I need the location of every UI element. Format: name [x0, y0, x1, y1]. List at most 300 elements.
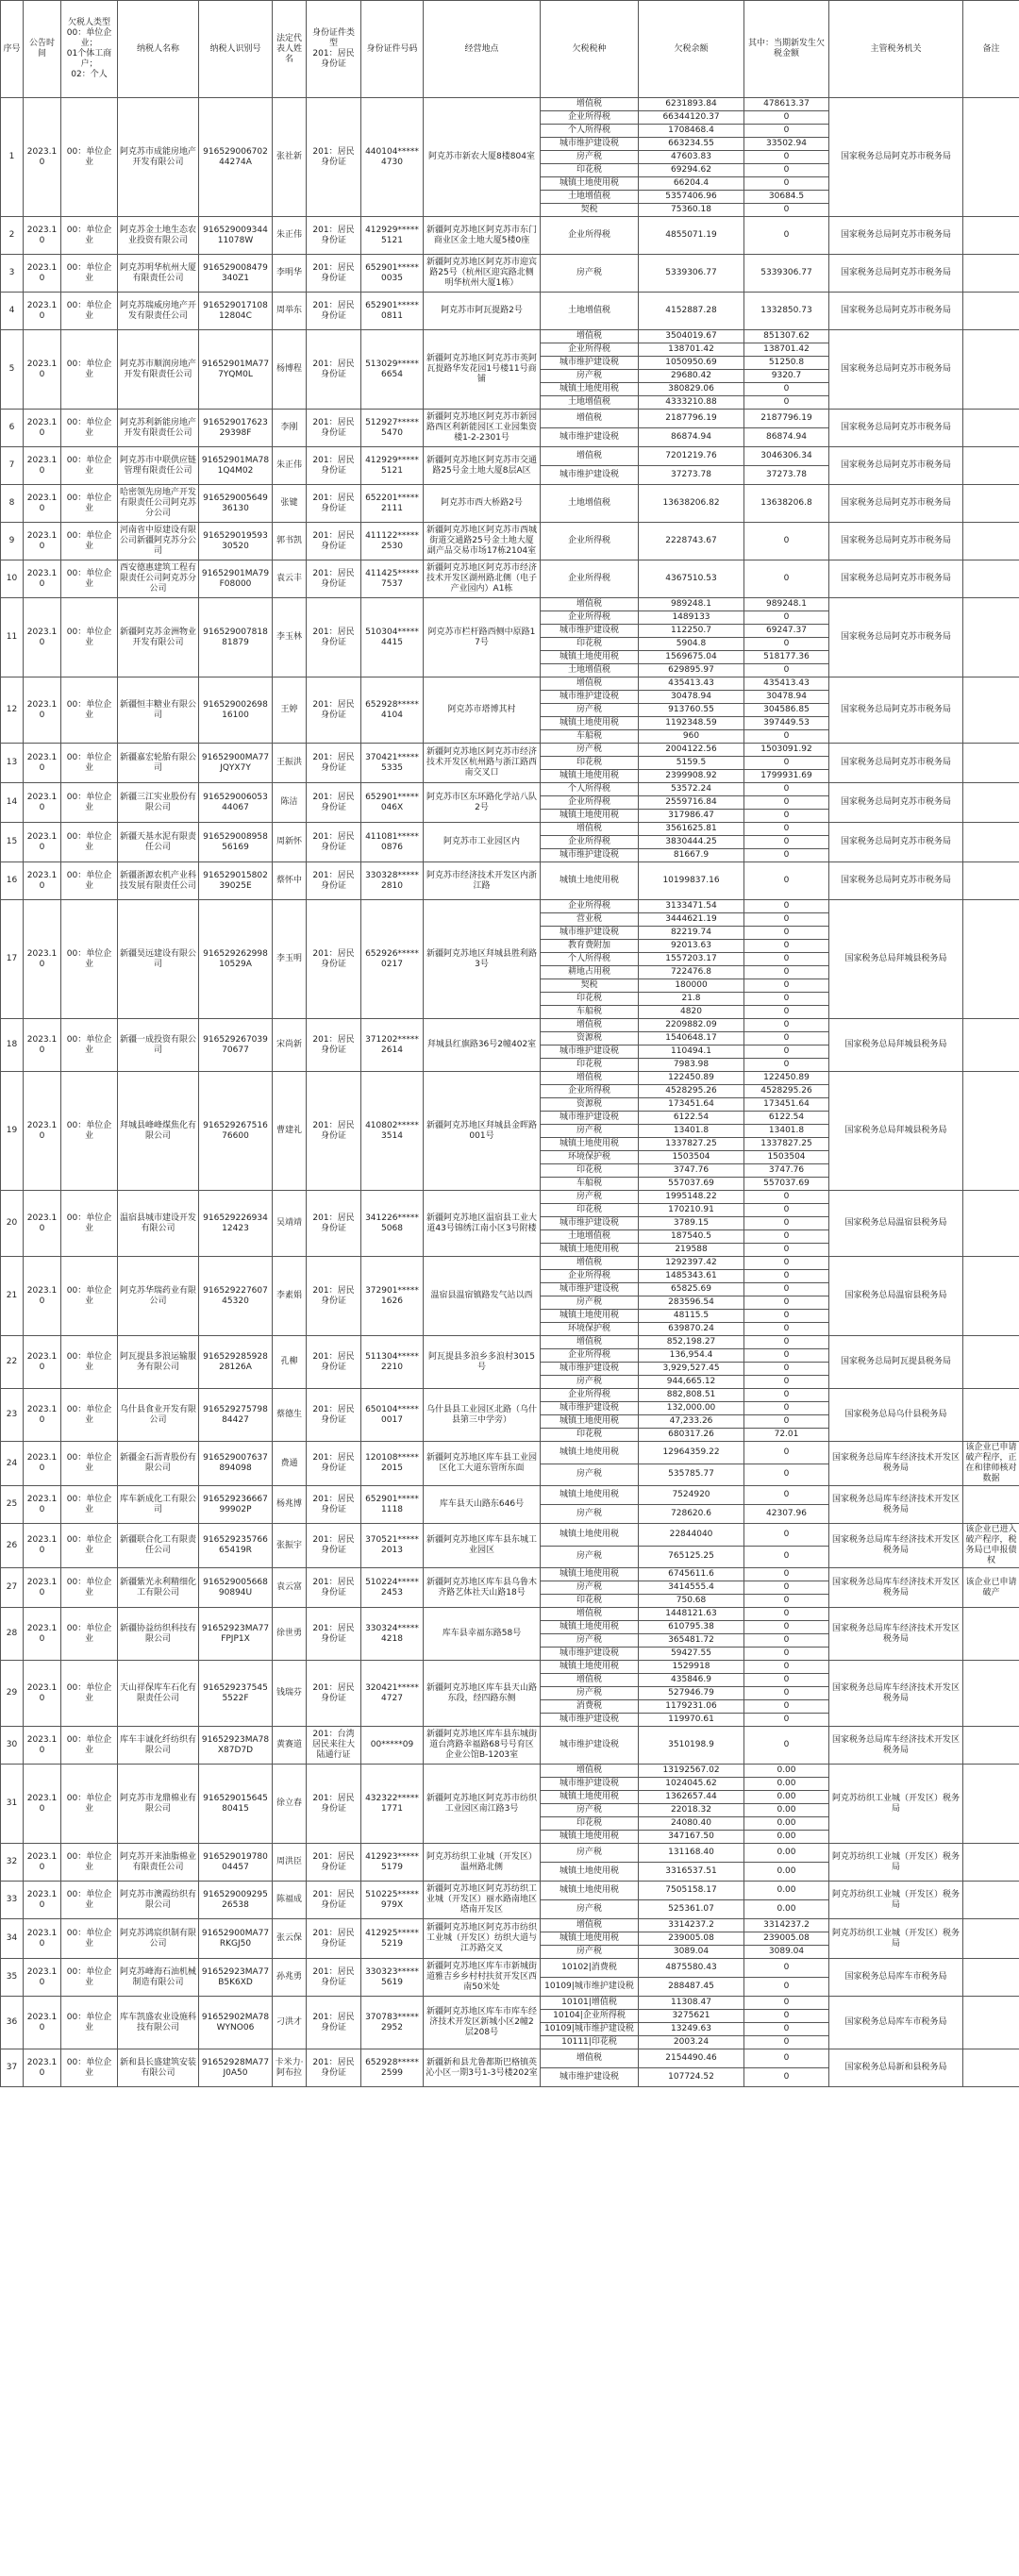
- tax-type: 城镇土地使用税: [541, 1932, 639, 1946]
- id-number: 411425*****7537: [361, 560, 424, 598]
- new-arrears-amount: 0: [744, 217, 829, 255]
- record-note: [963, 1072, 1019, 1191]
- record-note: [963, 1019, 1019, 1072]
- record-note: [963, 1257, 1019, 1336]
- business-address: 阿瓦提县多浪乡多浪村3015号: [424, 1336, 541, 1389]
- tax-office: 国家税务总局拜城县税务局: [829, 1072, 963, 1191]
- arrears-amount: 535785.77: [639, 1464, 744, 1486]
- arrears-amount: 22018.32: [639, 1804, 744, 1817]
- arrears-amount: 2559716.84: [639, 796, 744, 810]
- record-index: 36: [1, 1997, 24, 2049]
- record-index: 4: [1, 293, 24, 330]
- arrears-amount: 69294.62: [639, 164, 744, 177]
- tax-type: 增值税: [541, 410, 639, 428]
- legal-rep-name: 张键: [273, 485, 307, 523]
- tax-type: 城市维护建设税: [541, 1363, 639, 1376]
- arrears-amount: 10199837.16: [639, 862, 744, 900]
- id-number: 440104*****4730: [361, 98, 424, 217]
- table-row: [1, 1019, 1019, 1032]
- record-index: 30: [1, 1727, 24, 1765]
- taxpayer-name: 哈密领先房地产开发有限责任公司阿克苏分公司: [118, 485, 199, 523]
- arrears-amount: 3561625.81: [639, 823, 744, 836]
- taxpayer-type: 00：单位企业: [61, 744, 118, 783]
- arrears-amount: 86874.94: [639, 428, 744, 447]
- table-row: [1, 1727, 1019, 1765]
- arrears-amount: 29680.42: [639, 370, 744, 383]
- taxpayer-name: 阿瓦提县多浪运输服务有限公司: [118, 1336, 199, 1389]
- id-number: 330323*****5619: [361, 1959, 424, 1997]
- new-arrears-amount: 0: [744, 1376, 829, 1389]
- tax-type: 城市维护建设税: [541, 691, 639, 704]
- new-arrears-amount: 0: [744, 1648, 829, 1661]
- arrears-amount: 2187796.19: [639, 410, 744, 428]
- legal-rep-name: 郭书凯: [273, 523, 307, 560]
- taxpayer-name: 新疆阿克苏金洲物业开发有限公司: [118, 598, 199, 677]
- tax-type: 企业所得税: [541, 1270, 639, 1283]
- arrears-amount: 12964359.22: [639, 1442, 744, 1464]
- tax-office: 国家税务总局库车经济技术开发区税务局: [829, 1442, 963, 1486]
- arrears-amount: 66344120.37: [639, 111, 744, 125]
- arrears-amount: 527946.79: [639, 1687, 744, 1700]
- tax-office: 国家税务总局库车经济技术开发区税务局: [829, 1568, 963, 1608]
- new-arrears-amount: 0: [744, 979, 829, 993]
- arrears-amount: 5904.8: [639, 638, 744, 651]
- taxpayer-type: 00：单位企业: [61, 293, 118, 330]
- record-note: [963, 217, 1019, 255]
- tax-office: 国家税务总局库车经济技术开发区税务局: [829, 1661, 963, 1727]
- new-arrears-amount: 0: [744, 1959, 829, 1978]
- taxpayer-name: 阿克苏瑞威房地产开发有限责任公司: [118, 293, 199, 330]
- business-address: 新疆阿克苏地区阿克苏市经济技术开发区湖州路北侧（电子产业园内）A1栋: [424, 560, 541, 598]
- record-note: [963, 823, 1019, 862]
- taxpayer-tin: 9165292375455522F: [199, 1661, 273, 1727]
- id-number: 512927*****5470: [361, 410, 424, 447]
- arrears-amount: 1050950.69: [639, 357, 744, 370]
- tax-office: 国家税务总局阿克苏市税务局: [829, 447, 963, 485]
- record-note: [963, 598, 1019, 677]
- taxpayer-name: 新疆恒丰糖业有限公司: [118, 677, 199, 744]
- id-type: 201：居民身份证: [307, 1661, 361, 1727]
- new-arrears-amount: 0: [744, 1059, 829, 1072]
- business-address: 温宿县温宿镇路发气站以西: [424, 1257, 541, 1336]
- id-type: 201：居民身份证: [307, 823, 361, 862]
- tax-type: 城镇土地使用税: [541, 1661, 639, 1674]
- tax-type: 土地增值税: [541, 191, 639, 204]
- record-date: 2023.10: [24, 823, 61, 862]
- legal-rep-name: 袁云富: [273, 1568, 307, 1608]
- arrears-amount: 107724.52: [639, 2068, 744, 2087]
- tax-type: 土地增值税: [541, 485, 639, 523]
- id-type: 201：居民身份证: [307, 447, 361, 485]
- tax-type: 城市维护建设税: [541, 1714, 639, 1727]
- new-arrears-amount: 0: [744, 164, 829, 177]
- arrears-amount: 48115.5: [639, 1310, 744, 1323]
- new-arrears-amount: 0: [744, 1019, 829, 1032]
- table-row: [1, 523, 1019, 560]
- new-arrears-amount: 0: [744, 1442, 829, 1464]
- arrears-amount: 4820: [639, 1006, 744, 1019]
- id-number: 412925*****5219: [361, 1919, 424, 1959]
- id-number: 372901*****1626: [361, 1257, 424, 1336]
- business-address: 新疆阿克苏地区阿克苏纺织工业城（开发区）丽水路南地区塔南开发区: [424, 1882, 541, 1919]
- new-arrears-amount: 1337827.25: [744, 1138, 829, 1151]
- new-arrears-amount: 0: [744, 1595, 829, 1608]
- taxpayer-tin: 91652901MA79F08000: [199, 560, 273, 598]
- new-arrears-amount: 0: [744, 383, 829, 396]
- taxpayer-name: 新疆嘉宏轮胎有限公司: [118, 744, 199, 783]
- id-type: 201：居民身份证: [307, 255, 361, 293]
- tax-type: 城镇土地使用税: [541, 1442, 639, 1464]
- table-row: [1, 217, 1019, 255]
- business-address: 乌什县县工业园区北路（乌什县第三中学旁）: [424, 1389, 541, 1442]
- legal-rep-name: 朱正伟: [273, 217, 307, 255]
- arrears-amount: 2004122.56: [639, 744, 744, 757]
- new-arrears-amount: 0: [744, 1191, 829, 1204]
- tax-office: 国家税务总局阿克苏市税务局: [829, 330, 963, 410]
- record-index: 2: [1, 217, 24, 255]
- taxpayer-name: 阿克苏利新能房地产开发有限责任公司: [118, 410, 199, 447]
- taxpayer-tin: 91652926299810529A: [199, 900, 273, 1019]
- taxpayer-name: 新疆浙源农机产业科技发展有限责任公司: [118, 862, 199, 900]
- tax-office: 阿克苏纺织工业城（开发区）税务局: [829, 1765, 963, 1844]
- record-note: [963, 744, 1019, 783]
- table-row: [1, 485, 1019, 523]
- tax-type: 个人所得税: [541, 953, 639, 966]
- tax-type: 企业所得税: [541, 1389, 639, 1402]
- tax-office: 国家税务总局阿克苏市税务局: [829, 485, 963, 523]
- taxpayer-tin: 91652900934411078W: [199, 217, 273, 255]
- id-type: 201：居民身份证: [307, 1442, 361, 1486]
- id-type: 201：居民身份证: [307, 1336, 361, 1389]
- record-note: [963, 1191, 1019, 1257]
- tax-type: 土地增值税: [541, 1230, 639, 1244]
- tax-type: 车船税: [541, 730, 639, 744]
- tax-type: 环境保护税: [541, 1323, 639, 1336]
- new-arrears-amount: 0: [744, 1486, 829, 1505]
- table-row: [1, 744, 1019, 757]
- legal-rep-name: 杨兆博: [273, 1486, 307, 1524]
- arrears-amount: 5159.5: [639, 757, 744, 770]
- record-index: 15: [1, 823, 24, 862]
- tax-type: 城镇土地使用税: [541, 770, 639, 783]
- business-address: 阿克苏市新农大厦8楼804室: [424, 98, 541, 217]
- new-arrears-amount: 0: [744, 125, 829, 138]
- arrears-amount: 3316537.51: [639, 1863, 744, 1882]
- new-arrears-amount: 0.00: [744, 1778, 829, 1791]
- business-address: 新疆阿克苏地区库车县工业园区化工大道东管所东面: [424, 1442, 541, 1486]
- tax-type: 增值税: [541, 1919, 639, 1932]
- new-arrears-amount: 0: [744, 1006, 829, 1019]
- arrears-amount: 2154490.46: [639, 2049, 744, 2068]
- id-number: 330324*****4218: [361, 1608, 424, 1661]
- table-row: [1, 1959, 1019, 1978]
- arrears-amount: 1192348.59: [639, 717, 744, 730]
- tax-type: 房产税: [541, 1581, 639, 1595]
- new-arrears-amount: 0: [744, 1464, 829, 1486]
- business-address: 新疆阿克苏地区温宿县工业大道43号锦绣江南小区3号附楼: [424, 1191, 541, 1257]
- tax-type: 城市维护建设税: [541, 1217, 639, 1230]
- record-index: 3: [1, 255, 24, 293]
- new-arrears-amount: 304586.85: [744, 704, 829, 717]
- new-arrears-amount: 72.01: [744, 1429, 829, 1442]
- taxpayer-name: 阿克苏华瑞药业有限公司: [118, 1257, 199, 1336]
- record-date: 2023.10: [24, 1191, 61, 1257]
- tax-type: 增值税: [541, 1072, 639, 1085]
- id-type: 201：居民身份证: [307, 1524, 361, 1568]
- legal-rep-name: 曹建礼: [273, 1072, 307, 1191]
- new-arrears-amount: 1503504: [744, 1151, 829, 1164]
- record-index: 20: [1, 1191, 24, 1257]
- new-arrears-amount: 0: [744, 1727, 829, 1765]
- taxpayer-tin: 91652923MA77FPJP1X: [199, 1608, 273, 1661]
- record-note: [963, 330, 1019, 410]
- new-arrears-amount: 0: [744, 1714, 829, 1727]
- record-note: [963, 560, 1019, 598]
- new-arrears-amount: 0.00: [744, 1863, 829, 1882]
- id-type: 201：居民身份证: [307, 1608, 361, 1661]
- taxpayer-type: 00：单位企业: [61, 1959, 118, 1997]
- tax-type: 印花税: [541, 1059, 639, 1072]
- id-number: 00*****09: [361, 1727, 424, 1765]
- arrears-amount: 47,233.26: [639, 1415, 744, 1429]
- arrears-amount: 3747.76: [639, 1164, 744, 1178]
- tax-type: 企业所得税: [541, 111, 639, 125]
- new-arrears-amount: 0: [744, 1257, 829, 1270]
- record-date: 2023.10: [24, 1919, 61, 1959]
- business-address: 新疆新和县尤鲁都斯巴格镇英沁小区一期3号1-3号楼202室: [424, 2049, 541, 2087]
- new-arrears-amount: 239005.08: [744, 1932, 829, 1946]
- record-index: 11: [1, 598, 24, 677]
- new-arrears-amount: 0: [744, 1323, 829, 1336]
- record-note: [963, 677, 1019, 744]
- business-address: 新疆阿克苏地区阿克苏市迎宾路25号（杭州区迎宾路北侧明华杭州大厦1栋）: [424, 255, 541, 293]
- taxpayer-name: 阿克苏鸿宸织制有限公司: [118, 1919, 199, 1959]
- arrears-amount: 187540.5: [639, 1230, 744, 1244]
- tax-office: 阿克苏纺织工业城（开发区）税务局: [829, 1882, 963, 1919]
- business-address: 新疆阿克苏地区库车县天山路东段，经四路东侧: [424, 1661, 541, 1727]
- taxpayer-name: 阿克苏峰海石油机械制造有限公司: [118, 1959, 199, 1997]
- taxpayer-tin: 91652923MA77B5K6XD: [199, 1959, 273, 1997]
- record-date: 2023.10: [24, 1486, 61, 1524]
- arrears-amount: 11308.47: [639, 1997, 744, 2010]
- arrears-amount: 525361.07: [639, 1900, 744, 1919]
- taxpayer-name: 阿克苏明华杭州大厦有限责任公司: [118, 255, 199, 293]
- arrears-amount: 132,000.00: [639, 1402, 744, 1415]
- table-row: [1, 293, 1019, 330]
- taxpayer-name: 新疆一成投资有限公司: [118, 1019, 199, 1072]
- taxpayer-name: 阿克苏市顺润房地产开发有限责任公司: [118, 330, 199, 410]
- new-arrears-amount: 51250.8: [744, 357, 829, 370]
- record-index: 5: [1, 330, 24, 410]
- new-arrears-amount: 0.00: [744, 1804, 829, 1817]
- tax-type: 城市维护建设税: [541, 1727, 639, 1765]
- tax-type: 城市维护建设税: [541, 927, 639, 940]
- arrears-amount: 283596.54: [639, 1296, 744, 1310]
- business-address: 新疆阿克苏地区库车县乌鲁木齐路艺体社天山路18号: [424, 1568, 541, 1608]
- arrears-amount: 7524920: [639, 1486, 744, 1505]
- taxpayer-type: 00：单位企业: [61, 410, 118, 447]
- taxpayer-type: 00：单位企业: [61, 2049, 118, 2087]
- taxpayer-name: 新疆协益纺织科技有限公司: [118, 1608, 199, 1661]
- record-index: 14: [1, 783, 24, 823]
- record-date: 2023.10: [24, 410, 61, 447]
- record-index: 17: [1, 900, 24, 1019]
- id-number: 652928*****2599: [361, 2049, 424, 2087]
- new-arrears-amount: 33502.94: [744, 138, 829, 151]
- tax-type: 城市维护建设税: [541, 1402, 639, 1415]
- arrears-amount: 13401.8: [639, 1125, 744, 1138]
- business-address: 新疆阿克苏地区库车县东城工业园区: [424, 1524, 541, 1568]
- tax-type: 城镇土地使用税: [541, 717, 639, 730]
- tax-type: 增值税: [541, 2049, 639, 2068]
- new-arrears-amount: 3747.76: [744, 1164, 829, 1178]
- new-arrears-amount: 3314237.2: [744, 1919, 829, 1932]
- tax-type: 城镇土地使用税: [541, 177, 639, 191]
- record-date: 2023.10: [24, 783, 61, 823]
- taxpayer-tin: 91652927579884427: [199, 1389, 273, 1442]
- business-address: 新疆阿克苏地区拜城县金晖路001号: [424, 1072, 541, 1191]
- legal-rep-name: 杨博程: [273, 330, 307, 410]
- tax-type: 企业所得税: [541, 1349, 639, 1363]
- new-arrears-amount: 13401.8: [744, 1125, 829, 1138]
- record-date: 2023.10: [24, 1844, 61, 1882]
- arrears-amount: 6231893.84: [639, 98, 744, 111]
- header-tax-type: 欠税税种: [541, 1, 639, 98]
- arrears-amount: 66204.4: [639, 177, 744, 191]
- table-row: [1, 598, 1019, 611]
- business-address: 新疆阿克苏地区阿克苏市西城街道交通路25号金土地大厦副产品交易市场17栋2104室: [424, 523, 541, 560]
- taxpayer-type: 00：单位企业: [61, 1568, 118, 1608]
- record-note: [963, 1765, 1019, 1844]
- tax-type: 房产税: [541, 1125, 639, 1138]
- arrears-amount: 5339306.77: [639, 255, 744, 293]
- taxpayer-type: 00：单位企业: [61, 1844, 118, 1882]
- new-arrears-amount: 435413.43: [744, 677, 829, 691]
- new-arrears-amount: 0: [744, 560, 829, 598]
- tax-office: 国家税务总局阿克苏市税务局: [829, 677, 963, 744]
- record-date: 2023.10: [24, 485, 61, 523]
- record-note: [963, 1727, 1019, 1765]
- arrears-amount: 4367510.53: [639, 560, 744, 598]
- tax-type: 增值税: [541, 823, 639, 836]
- new-arrears-amount: 0: [744, 810, 829, 823]
- legal-rep-name: 袁云丰: [273, 560, 307, 598]
- tax-type: 城镇土地使用税: [541, 383, 639, 396]
- new-arrears-amount: 1332850.73: [744, 293, 829, 330]
- taxpayer-tin: 91652900781881879: [199, 598, 273, 677]
- arrears-amount: 136,954.4: [639, 1349, 744, 1363]
- tax-office: 国家税务总局阿克苏市税务局: [829, 560, 963, 598]
- tax-type: 土地增值税: [541, 293, 639, 330]
- business-address: 阿克苏市阿瓦提路2号: [424, 293, 541, 330]
- tax-type: 房产税: [541, 151, 639, 164]
- business-address: 新疆阿克苏地区阿克苏市纺织工业园区南江路3号: [424, 1765, 541, 1844]
- tax-type: 房产税: [541, 1546, 639, 1568]
- legal-rep-name: 张振宇: [273, 1524, 307, 1568]
- arrears-amount: 3444621.19: [639, 913, 744, 927]
- new-arrears-amount: 0: [744, 1389, 829, 1402]
- id-number: 411081*****0876: [361, 823, 424, 862]
- record-date: 2023.10: [24, 598, 61, 677]
- taxpayer-type: 00：单位企业: [61, 783, 118, 823]
- arrears-amount: 1362657.44: [639, 1791, 744, 1804]
- business-address: 库车县幸福东路58号: [424, 1608, 541, 1661]
- taxpayer-type: 00：单位企业: [61, 98, 118, 217]
- record-index: 25: [1, 1486, 24, 1524]
- tax-type: 耕地占用税: [541, 966, 639, 979]
- arrears-amount: 2228743.67: [639, 523, 744, 560]
- tax-type: 土地增值税: [541, 664, 639, 677]
- record-index: 29: [1, 1661, 24, 1727]
- id-type: 201：居民身份证: [307, 293, 361, 330]
- tax-type: 增值税: [541, 1674, 639, 1687]
- tax-office: 国家税务总局阿克苏市税务局: [829, 523, 963, 560]
- arrears-amount: 37273.78: [639, 466, 744, 485]
- new-arrears-amount: 0: [744, 1546, 829, 1568]
- tax-office: 国家税务总局库车市税务局: [829, 1959, 963, 1997]
- business-address: 阿克苏市栏杆路西侧中原路17号: [424, 598, 541, 677]
- arrears-amount: 347167.50: [639, 1831, 744, 1844]
- tax-office: 阿克苏纺织工业城（开发区）税务局: [829, 1844, 963, 1882]
- id-type: 201：居民身份证: [307, 900, 361, 1019]
- taxpayer-tin: 91652901762329398F: [199, 410, 273, 447]
- tax-type: 10109|城市维护建设税: [541, 1978, 639, 1997]
- record-index: 23: [1, 1389, 24, 1442]
- tax-type: 车船税: [541, 1178, 639, 1191]
- business-address: 新疆阿克苏地区阿克苏市交通路25号金土地大厦8层A区: [424, 447, 541, 485]
- new-arrears-amount: 0: [744, 1700, 829, 1714]
- tax-office: 国家税务总局库车经济技术开发区税务局: [829, 1524, 963, 1568]
- record-note: [963, 410, 1019, 447]
- record-date: 2023.10: [24, 560, 61, 598]
- record-date: 2023.10: [24, 1442, 61, 1486]
- tax-type: 房产税: [541, 1687, 639, 1700]
- record-note: [963, 1959, 1019, 1997]
- arrears-amount: 22844040: [639, 1524, 744, 1547]
- new-arrears-amount: 0: [744, 2049, 829, 2068]
- id-type: 201：居民身份证: [307, 330, 361, 410]
- record-index: 8: [1, 485, 24, 523]
- arrears-amount: 30478.94: [639, 691, 744, 704]
- arrears-amount: 2003.24: [639, 2036, 744, 2049]
- new-arrears-amount: 0: [744, 730, 829, 744]
- new-arrears-amount: 0: [744, 783, 829, 796]
- new-arrears-amount: 3089.04: [744, 1946, 829, 1959]
- arrears-amount: 59427.55: [639, 1648, 744, 1661]
- tax-type: 10104|企业所得税: [541, 2010, 639, 2023]
- arrears-amount: 180000: [639, 979, 744, 993]
- header-id-type: 身份证件类型 201：居民身份证: [307, 1, 361, 98]
- id-number: 371202*****2614: [361, 1019, 424, 1072]
- record-index: 37: [1, 2049, 24, 2087]
- id-number: 510225*****979X: [361, 1882, 424, 1919]
- new-arrears-amount: 557037.69: [744, 1178, 829, 1191]
- record-index: 9: [1, 523, 24, 560]
- id-number: 650104*****0017: [361, 1389, 424, 1442]
- new-arrears-amount: 0: [744, 1608, 829, 1621]
- id-number: 411122*****2530: [361, 523, 424, 560]
- legal-rep-name: 朱正伟: [273, 447, 307, 485]
- arrears-amount: 239005.08: [639, 1932, 744, 1946]
- record-index: 21: [1, 1257, 24, 1336]
- arrears-amount: 765125.25: [639, 1546, 744, 1568]
- id-type: 201：居民身份证: [307, 560, 361, 598]
- id-type: 201：居民身份证: [307, 598, 361, 677]
- record-note: 该企业已申请破产: [963, 1568, 1019, 1608]
- tax-type: 增值税: [541, 330, 639, 343]
- arrears-amount: 13192567.02: [639, 1765, 744, 1778]
- id-type: 201：居民身份证: [307, 523, 361, 560]
